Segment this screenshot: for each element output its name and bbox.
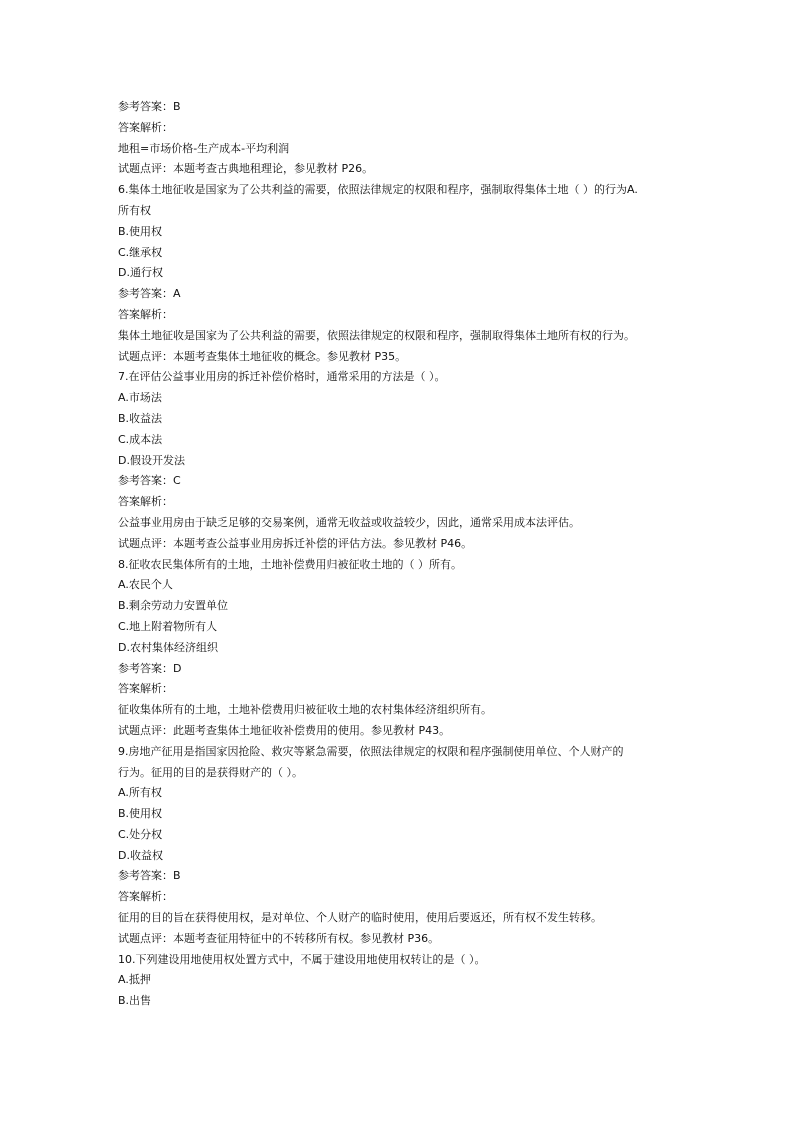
analysis-label: 答案解析： (118, 890, 173, 904)
question-10: 10.下列建设用地使用权处置方式中，不属于建设用地使用权转让的是（ ）。 (118, 952, 486, 966)
option-8a: A.农民个人 (118, 578, 173, 592)
option-6a-cont: 所有权 (118, 203, 151, 217)
comment-line: 试题点评：本题考查古典地租理论，参见教材 P26。 (118, 162, 374, 176)
analysis-text: 征用的目的旨在获得使用权，是对单位、个人财产的临时使用，使用后要返还，所有权不发生转移。 (118, 911, 602, 925)
analysis-text: 公益事业用房由于缺乏足够的交易案例，通常无收益或收益较少，因此，通常采用成本法评估。 (118, 515, 580, 529)
option-10b: B.出售 (118, 994, 152, 1008)
answer-line: 参考答案：B (118, 869, 181, 883)
question-9: 9.房地产征用是指国家因抢险、救灾等紧急需要，依照法律规定的权限和程序强制使用单位、个人财产的 (118, 744, 624, 758)
analysis-label: 答案解析： (118, 495, 173, 509)
analysis-text: 地租=市场价格-生产成本-平均利润 (118, 141, 290, 155)
option-7c: C.成本法 (118, 432, 163, 446)
comment-line: 试题点评：本题考查公益事业用房拆迁补偿的评估方法。参见教材 P46。 (118, 536, 473, 550)
option-6d: D.通行权 (118, 266, 163, 280)
option-7a: A.市场法 (118, 391, 162, 405)
option-7d: D.假设开发法 (118, 453, 185, 467)
analysis-label: 答案解析： (118, 307, 173, 321)
option-9d: D.收益权 (118, 848, 163, 862)
comment-line: 试题点评：此题考查集体土地征收补偿费用的使用。参见教材 P43。 (118, 723, 451, 737)
option-9c: C.处分权 (118, 827, 163, 841)
option-9a: A.所有权 (118, 786, 162, 800)
question-8: 8.征收农民集体所有的土地，土地补偿费用归被征收土地的（ ）所有。 (118, 557, 462, 571)
option-9b: B.使用权 (118, 807, 163, 821)
analysis-text: 征收集体所有的土地，土地补偿费用归被征收土地的农村集体经济组织所有。 (118, 703, 492, 717)
document-body (118, 97, 698, 1012)
comment-line: 试题点评：本题考查征用特征中的不转移所有权。参见教材 P36。 (118, 931, 440, 945)
analysis-label: 答案解析： (118, 682, 173, 696)
option-8c: C.地上附着物所有人 (118, 619, 218, 633)
question-6: 6.集体土地征收是国家为了公共利益的需要，依照法律规定的权限和程序，强制取得集体土地（ ）的行为A. (118, 183, 638, 197)
comment-line: 试题点评：本题考查集体土地征收的概念。参见教材 P35。 (118, 349, 407, 363)
option-6b: B.使用权 (118, 224, 163, 238)
answer-line: 参考答案：C (118, 474, 181, 488)
option-8d: D.农村集体经济组织 (118, 640, 218, 654)
option-6c: C.继承权 (118, 245, 163, 259)
option-10a: A.抵押 (118, 973, 151, 987)
analysis-text: 集体土地征收是国家为了公共利益的需要，依照法律规定的权限和程序，强制取得集体土地所有权的行为。 (118, 328, 635, 342)
question-7: 7.在评估公益事业用房的拆迁补偿价格时，通常采用的方法是（ ）。 (118, 370, 446, 384)
answer-line: 参考答案：A (118, 287, 181, 301)
answer-line: 参考答案：D (118, 661, 182, 675)
analysis-label: 答案解析： (118, 120, 173, 134)
answer-line: 参考答案：B (118, 100, 181, 113)
option-8b: B.剩余劳动力安置单位 (118, 599, 229, 613)
option-7b: B.收益法 (118, 411, 163, 425)
question-9-cont: 行为。征用的目的是获得财产的（ ）。 (118, 765, 303, 779)
